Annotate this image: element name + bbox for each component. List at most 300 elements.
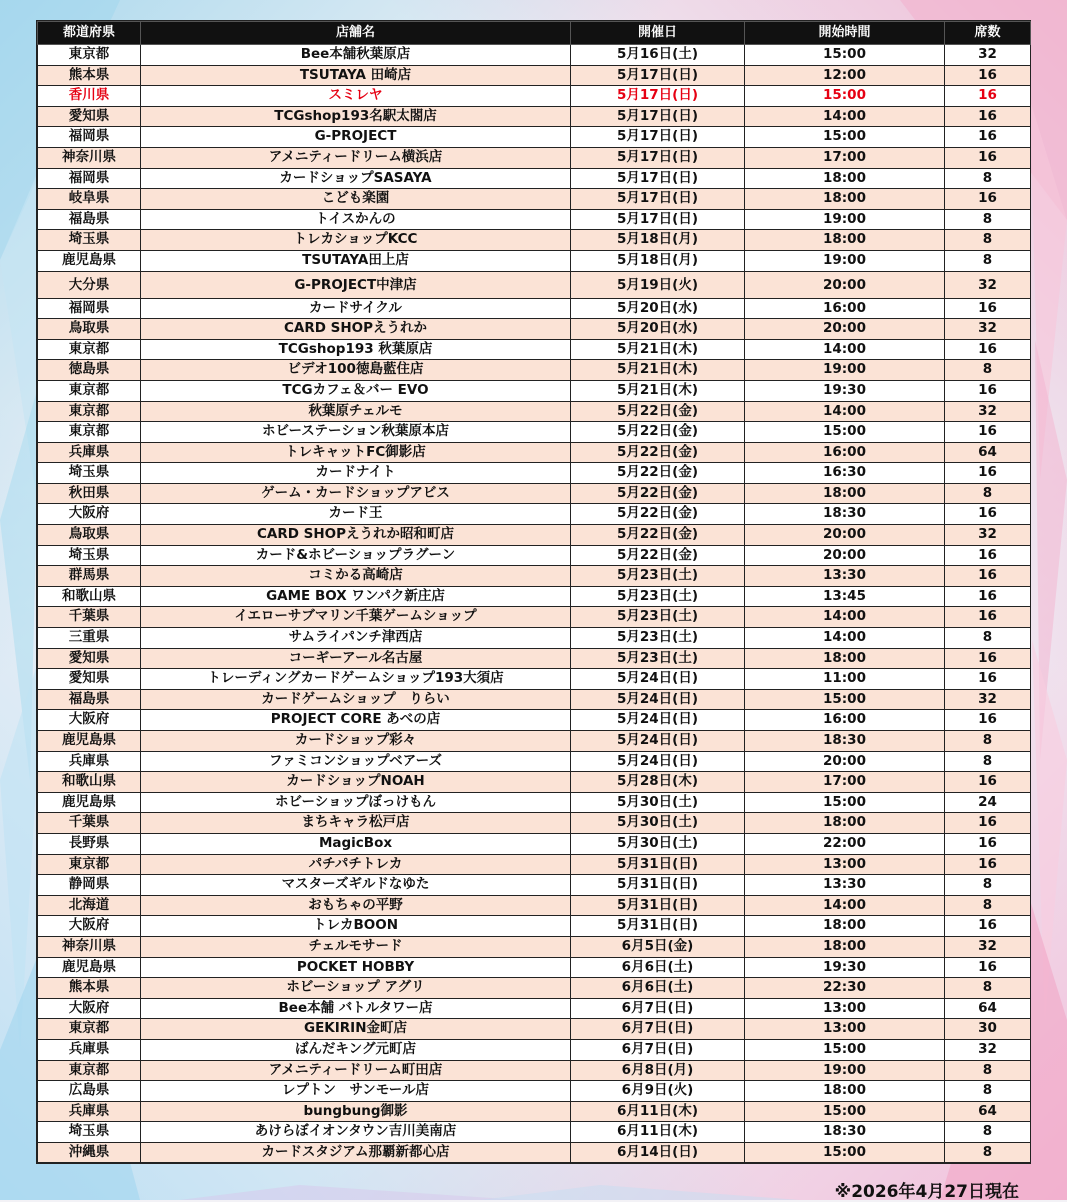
cell-date: 5月21日(木) — [571, 360, 745, 381]
cell-seats: 64 — [945, 442, 1031, 463]
cell-seats: 16 — [945, 710, 1031, 731]
cell-start-time: 18:00 — [745, 168, 945, 189]
cell-date: 5月31日(日) — [571, 854, 745, 875]
cell-seats: 8 — [945, 360, 1031, 381]
cell-start-time: 15:00 — [745, 45, 945, 66]
table-row — [38, 566, 1031, 587]
cell-store: TCGカフェ＆バー EVO — [141, 380, 571, 401]
cell-start-time: 18:00 — [745, 483, 945, 504]
cell-seats: 8 — [945, 1142, 1031, 1163]
cell-prefecture: 埼玉県 — [38, 545, 141, 566]
cell-seats: 16 — [945, 504, 1031, 525]
cell-date: 5月17日(日) — [571, 209, 745, 230]
cell-seats: 16 — [945, 339, 1031, 360]
cell-prefecture: 沖縄県 — [38, 1142, 141, 1163]
cell-start-time: 14:00 — [745, 628, 945, 649]
cell-seats: 24 — [945, 792, 1031, 813]
table-row — [38, 545, 1031, 566]
cell-store: ゲーム・カードショップアビス — [141, 483, 571, 504]
cell-prefecture: 神奈川県 — [38, 936, 141, 957]
cell-seats: 8 — [945, 168, 1031, 189]
cell-date: 6月8日(月) — [571, 1060, 745, 1081]
cell-prefecture: 鹿児島県 — [38, 250, 141, 271]
cell-seats: 16 — [945, 463, 1031, 484]
cell-store: トイスかんの — [141, 209, 571, 230]
header-prefecture: 都道府県 — [38, 22, 141, 45]
cell-prefecture: 徳島県 — [38, 360, 141, 381]
cell-store: アメニティードリーム横浜店 — [141, 147, 571, 168]
cell-prefecture: 岐阜県 — [38, 189, 141, 210]
cell-date: 5月23日(土) — [571, 566, 745, 587]
cell-start-time: 18:00 — [745, 936, 945, 957]
table-row — [38, 209, 1031, 230]
cell-date: 5月20日(水) — [571, 319, 745, 340]
table-row — [38, 1019, 1031, 1040]
table-row — [38, 525, 1031, 546]
cell-store: G-PROJECT中津店 — [141, 271, 571, 298]
table-row — [38, 1101, 1031, 1122]
table-row — [38, 230, 1031, 251]
cell-start-time: 11:00 — [745, 669, 945, 690]
cell-prefecture: 和歌山県 — [38, 586, 141, 607]
cell-start-time: 13:00 — [745, 854, 945, 875]
cell-prefecture: 愛知県 — [38, 648, 141, 669]
cell-date: 5月17日(日) — [571, 106, 745, 127]
cell-prefecture: 大阪府 — [38, 710, 141, 731]
cell-prefecture: 秋田県 — [38, 483, 141, 504]
cell-start-time: 19:00 — [745, 360, 945, 381]
cell-prefecture: 福島県 — [38, 209, 141, 230]
cell-seats: 32 — [945, 401, 1031, 422]
table-row — [38, 319, 1031, 340]
table-row — [38, 1039, 1031, 1060]
cell-seats: 32 — [945, 319, 1031, 340]
cell-prefecture: 福島県 — [38, 689, 141, 710]
cell-seats: 8 — [945, 230, 1031, 251]
cell-seats: 16 — [945, 422, 1031, 443]
cell-store: カードゲームショップ りらい — [141, 689, 571, 710]
table-row — [38, 936, 1031, 957]
cell-date: 5月24日(日) — [571, 669, 745, 690]
table-row — [38, 1081, 1031, 1102]
cell-date: 5月31日(日) — [571, 895, 745, 916]
cell-date: 5月30日(土) — [571, 833, 745, 854]
table-row — [38, 607, 1031, 628]
cell-store: パチパチトレカ — [141, 854, 571, 875]
cell-seats: 16 — [945, 189, 1031, 210]
cell-date: 5月30日(土) — [571, 813, 745, 834]
cell-store: コーギーアール名古屋 — [141, 648, 571, 669]
cell-prefecture: 大阪府 — [38, 998, 141, 1019]
cell-store: カードスタジアム那覇新都心店 — [141, 1142, 571, 1163]
cell-date: 6月7日(日) — [571, 1019, 745, 1040]
cell-seats: 8 — [945, 628, 1031, 649]
table-row — [38, 339, 1031, 360]
cell-store: ホビーショップぼっけもん — [141, 792, 571, 813]
cell-start-time: 13:30 — [745, 875, 945, 896]
table-row — [38, 586, 1031, 607]
cell-store: トレカBOON — [141, 916, 571, 937]
cell-store: レプトン サンモール店 — [141, 1081, 571, 1102]
cell-prefecture: 兵庫県 — [38, 1101, 141, 1122]
cell-start-time: 18:00 — [745, 813, 945, 834]
cell-seats: 16 — [945, 854, 1031, 875]
cell-date: 5月19日(火) — [571, 271, 745, 298]
cell-start-time: 15:00 — [745, 792, 945, 813]
cell-date: 6月9日(火) — [571, 1081, 745, 1102]
cell-date: 6月7日(日) — [571, 1039, 745, 1060]
cell-seats: 16 — [945, 772, 1031, 793]
cell-date: 5月21日(木) — [571, 380, 745, 401]
table-body — [38, 45, 1031, 1163]
cell-store: カードショップSASAYA — [141, 168, 571, 189]
header-seats: 席数 — [945, 22, 1031, 45]
cell-start-time: 14:00 — [745, 106, 945, 127]
table-row — [38, 875, 1031, 896]
table-row — [38, 1122, 1031, 1143]
table-row — [38, 380, 1031, 401]
cell-start-time: 15:00 — [745, 86, 945, 107]
cell-seats: 16 — [945, 916, 1031, 937]
cell-prefecture: 鳥取県 — [38, 525, 141, 546]
cell-start-time: 15:00 — [745, 1039, 945, 1060]
table-row — [38, 772, 1031, 793]
cell-prefecture: 東京都 — [38, 422, 141, 443]
cell-start-time: 22:00 — [745, 833, 945, 854]
cell-date: 6月6日(土) — [571, 978, 745, 999]
cell-prefecture: 福岡県 — [38, 168, 141, 189]
cell-store: PROJECT CORE あべの店 — [141, 710, 571, 731]
cell-date: 6月7日(日) — [571, 998, 745, 1019]
table-row — [38, 813, 1031, 834]
cell-date: 5月23日(土) — [571, 648, 745, 669]
cell-prefecture: 千葉県 — [38, 607, 141, 628]
cell-seats: 16 — [945, 147, 1031, 168]
cell-seats: 30 — [945, 1019, 1031, 1040]
cell-seats: 32 — [945, 271, 1031, 298]
cell-date: 5月17日(日) — [571, 86, 745, 107]
cell-seats: 16 — [945, 648, 1031, 669]
cell-start-time: 19:30 — [745, 380, 945, 401]
cell-seats: 8 — [945, 978, 1031, 999]
cell-start-time: 18:30 — [745, 1122, 945, 1143]
cell-start-time: 15:00 — [745, 689, 945, 710]
cell-store: MagicBox — [141, 833, 571, 854]
cell-prefecture: 熊本県 — [38, 65, 141, 86]
table-row — [38, 271, 1031, 298]
cell-store: TCGshop193名駅太閤店 — [141, 106, 571, 127]
cell-seats: 16 — [945, 298, 1031, 319]
cell-prefecture: 東京都 — [38, 45, 141, 66]
cell-store: G-PROJECT — [141, 127, 571, 148]
table-row — [38, 998, 1031, 1019]
cell-prefecture: 群馬県 — [38, 566, 141, 587]
cell-seats: 8 — [945, 895, 1031, 916]
cell-store: ビデオ100徳島藍住店 — [141, 360, 571, 381]
cell-start-time: 18:00 — [745, 648, 945, 669]
cell-start-time: 20:00 — [745, 271, 945, 298]
table-row — [38, 504, 1031, 525]
cell-start-time: 18:30 — [745, 504, 945, 525]
cell-prefecture: 広島県 — [38, 1081, 141, 1102]
cell-date: 5月24日(日) — [571, 751, 745, 772]
cell-seats: 16 — [945, 86, 1031, 107]
cell-store: カード&ホビーショップラグーン — [141, 545, 571, 566]
cell-seats: 16 — [945, 65, 1031, 86]
cell-start-time: 18:00 — [745, 230, 945, 251]
cell-date: 5月30日(土) — [571, 792, 745, 813]
cell-date: 5月22日(金) — [571, 504, 745, 525]
cell-prefecture: 兵庫県 — [38, 442, 141, 463]
table-row — [38, 978, 1031, 999]
cell-prefecture: 大阪府 — [38, 916, 141, 937]
cell-date: 5月17日(日) — [571, 189, 745, 210]
cell-seats: 8 — [945, 1060, 1031, 1081]
cell-seats: 16 — [945, 607, 1031, 628]
cell-store: ファミコンショップベアーズ — [141, 751, 571, 772]
cell-date: 5月18日(月) — [571, 230, 745, 251]
cell-prefecture: 東京都 — [38, 339, 141, 360]
table-row — [38, 957, 1031, 978]
table-row — [38, 751, 1031, 772]
cell-seats: 8 — [945, 1081, 1031, 1102]
cell-start-time: 18:00 — [745, 1081, 945, 1102]
cell-date: 5月23日(土) — [571, 607, 745, 628]
table-row — [38, 689, 1031, 710]
cell-prefecture: 香川県 — [38, 86, 141, 107]
cell-date: 5月22日(金) — [571, 401, 745, 422]
cell-seats: 8 — [945, 483, 1031, 504]
header-row — [38, 22, 1031, 45]
cell-date: 5月20日(水) — [571, 298, 745, 319]
cell-prefecture: 福岡県 — [38, 127, 141, 148]
cell-start-time: 17:00 — [745, 772, 945, 793]
table-row — [38, 916, 1031, 937]
cell-store: bungbung御影 — [141, 1101, 571, 1122]
cell-seats: 16 — [945, 586, 1031, 607]
cell-date: 5月23日(土) — [571, 628, 745, 649]
cell-store: TCGshop193 秋葉原店 — [141, 339, 571, 360]
cell-store: ホビーショップ アグリ — [141, 978, 571, 999]
header-date: 開催日 — [571, 22, 745, 45]
cell-start-time: 19:00 — [745, 1060, 945, 1081]
schedule-table-container — [36, 20, 1031, 1164]
table-row — [38, 106, 1031, 127]
cell-start-time: 16:00 — [745, 298, 945, 319]
cell-store: スミレヤ — [141, 86, 571, 107]
cell-start-time: 14:00 — [745, 339, 945, 360]
cell-date: 5月17日(日) — [571, 147, 745, 168]
cell-prefecture: 東京都 — [38, 1019, 141, 1040]
cell-date: 6月11日(木) — [571, 1122, 745, 1143]
cell-prefecture: 東京都 — [38, 1060, 141, 1081]
cell-seats: 16 — [945, 669, 1031, 690]
table-row — [38, 147, 1031, 168]
cell-date: 5月17日(日) — [571, 65, 745, 86]
cell-date: 6月11日(木) — [571, 1101, 745, 1122]
cell-date: 5月21日(木) — [571, 339, 745, 360]
cell-prefecture: 埼玉県 — [38, 1122, 141, 1143]
table-row — [38, 168, 1031, 189]
cell-seats: 16 — [945, 957, 1031, 978]
cell-prefecture: 大分県 — [38, 271, 141, 298]
cell-start-time: 16:30 — [745, 463, 945, 484]
cell-store: トレキャットFC御影店 — [141, 442, 571, 463]
cell-prefecture: 熊本県 — [38, 978, 141, 999]
table-row — [38, 86, 1031, 107]
table-row — [38, 731, 1031, 752]
table-row — [38, 1060, 1031, 1081]
cell-start-time: 20:00 — [745, 319, 945, 340]
cell-seats: 8 — [945, 209, 1031, 230]
cell-prefecture: 兵庫県 — [38, 1039, 141, 1060]
cell-store: TSUTAYA田上店 — [141, 250, 571, 271]
cell-store: 秋葉原チェルモ — [141, 401, 571, 422]
cell-date: 5月24日(日) — [571, 689, 745, 710]
cell-seats: 16 — [945, 380, 1031, 401]
cell-start-time: 13:45 — [745, 586, 945, 607]
table-row — [38, 833, 1031, 854]
table-row — [38, 463, 1031, 484]
cell-start-time: 13:00 — [745, 998, 945, 1019]
cell-store: Bee本舗 バトルタワー店 — [141, 998, 571, 1019]
cell-seats: 32 — [945, 1039, 1031, 1060]
cell-prefecture: 愛知県 — [38, 669, 141, 690]
cell-store: チェルモサード — [141, 936, 571, 957]
cell-date: 5月24日(日) — [571, 710, 745, 731]
table-row — [38, 189, 1031, 210]
table-row — [38, 45, 1031, 66]
cell-seats: 32 — [945, 936, 1031, 957]
cell-prefecture: 鳥取県 — [38, 319, 141, 340]
cell-date: 5月22日(金) — [571, 463, 745, 484]
cell-store: カードナイト — [141, 463, 571, 484]
cell-store: イエローサブマリン千葉ゲームショップ — [141, 607, 571, 628]
table-row — [38, 360, 1031, 381]
table-row — [38, 628, 1031, 649]
cell-start-time: 19:00 — [745, 250, 945, 271]
cell-seats: 16 — [945, 545, 1031, 566]
cell-start-time: 20:00 — [745, 525, 945, 546]
cell-prefecture: 三重県 — [38, 628, 141, 649]
table-row — [38, 710, 1031, 731]
cell-seats: 16 — [945, 833, 1031, 854]
table-row — [38, 792, 1031, 813]
table-row — [38, 127, 1031, 148]
cell-seats: 64 — [945, 998, 1031, 1019]
cell-start-time: 20:00 — [745, 545, 945, 566]
cell-date: 6月5日(金) — [571, 936, 745, 957]
cell-prefecture: 鹿児島県 — [38, 731, 141, 752]
cell-start-time: 18:00 — [745, 916, 945, 937]
cell-prefecture: 埼玉県 — [38, 463, 141, 484]
cell-date: 5月16日(土) — [571, 45, 745, 66]
cell-date: 5月22日(金) — [571, 545, 745, 566]
cell-store: GEKIRIN金町店 — [141, 1019, 571, 1040]
cell-store: ばんだキング元町店 — [141, 1039, 571, 1060]
cell-store: マスターズギルドなゆた — [141, 875, 571, 896]
cell-prefecture: 神奈川県 — [38, 147, 141, 168]
cell-prefecture: 東京都 — [38, 854, 141, 875]
cell-prefecture: 長野県 — [38, 833, 141, 854]
cell-start-time: 13:00 — [745, 1019, 945, 1040]
cell-store: TSUTAYA 田崎店 — [141, 65, 571, 86]
cell-seats: 32 — [945, 45, 1031, 66]
cell-start-time: 13:30 — [745, 566, 945, 587]
cell-seats: 8 — [945, 1122, 1031, 1143]
cell-start-time: 20:00 — [745, 751, 945, 772]
table-row — [38, 422, 1031, 443]
cell-seats: 32 — [945, 525, 1031, 546]
cell-date: 5月22日(金) — [571, 525, 745, 546]
cell-prefecture: 静岡県 — [38, 875, 141, 896]
cell-store: カード王 — [141, 504, 571, 525]
cell-store: カードショップ彩々 — [141, 731, 571, 752]
cell-seats: 8 — [945, 731, 1031, 752]
cell-start-time: 22:30 — [745, 978, 945, 999]
table-row — [38, 895, 1031, 916]
cell-store: ホビーステーション秋葉原本店 — [141, 422, 571, 443]
table-row — [38, 298, 1031, 319]
cell-seats: 16 — [945, 566, 1031, 587]
cell-start-time: 15:00 — [745, 422, 945, 443]
cell-prefecture: 東京都 — [38, 401, 141, 422]
cell-date: 5月31日(日) — [571, 875, 745, 896]
cell-prefecture: 大阪府 — [38, 504, 141, 525]
cell-prefecture: 和歌山県 — [38, 772, 141, 793]
cell-store: おもちゃの平野 — [141, 895, 571, 916]
cell-start-time: 18:00 — [745, 189, 945, 210]
cell-prefecture: 愛知県 — [38, 106, 141, 127]
cell-date: 5月23日(土) — [571, 586, 745, 607]
header-store: 店舗名 — [141, 22, 571, 45]
cell-store: コミかる高崎店 — [141, 566, 571, 587]
table-row — [38, 854, 1031, 875]
table-row — [38, 65, 1031, 86]
schedule-table — [37, 21, 1031, 1163]
cell-store: あけらぼイオンタウン吉川美南店 — [141, 1122, 571, 1143]
cell-date: 5月17日(日) — [571, 168, 745, 189]
cell-store: トレーディングカードゲームショップ193大須店 — [141, 669, 571, 690]
cell-prefecture: 北海道 — [38, 895, 141, 916]
cell-seats: 16 — [945, 813, 1031, 834]
cell-start-time: 14:00 — [745, 895, 945, 916]
cell-prefecture: 埼玉県 — [38, 230, 141, 251]
cell-seats: 32 — [945, 689, 1031, 710]
cell-date: 5月31日(日) — [571, 916, 745, 937]
cell-store: POCKET HOBBY — [141, 957, 571, 978]
cell-prefecture: 兵庫県 — [38, 751, 141, 772]
cell-store: カードショップNOAH — [141, 772, 571, 793]
cell-prefecture: 鹿児島県 — [38, 792, 141, 813]
cell-seats: 64 — [945, 1101, 1031, 1122]
table-row — [38, 401, 1031, 422]
table-row — [38, 442, 1031, 463]
cell-date: 5月18日(月) — [571, 250, 745, 271]
cell-prefecture: 鹿児島県 — [38, 957, 141, 978]
cell-start-time: 17:00 — [745, 147, 945, 168]
cell-store: こども楽園 — [141, 189, 571, 210]
cell-seats: 16 — [945, 106, 1031, 127]
cell-store: Bee本舗秋葉原店 — [141, 45, 571, 66]
cell-start-time: 16:00 — [745, 710, 945, 731]
cell-start-time: 19:00 — [745, 209, 945, 230]
cell-store: CARD SHOPえうれか昭和町店 — [141, 525, 571, 546]
cell-prefecture: 福岡県 — [38, 298, 141, 319]
cell-start-time: 15:00 — [745, 1101, 945, 1122]
cell-store: サムライパンチ津西店 — [141, 628, 571, 649]
cell-date: 5月17日(日) — [571, 127, 745, 148]
